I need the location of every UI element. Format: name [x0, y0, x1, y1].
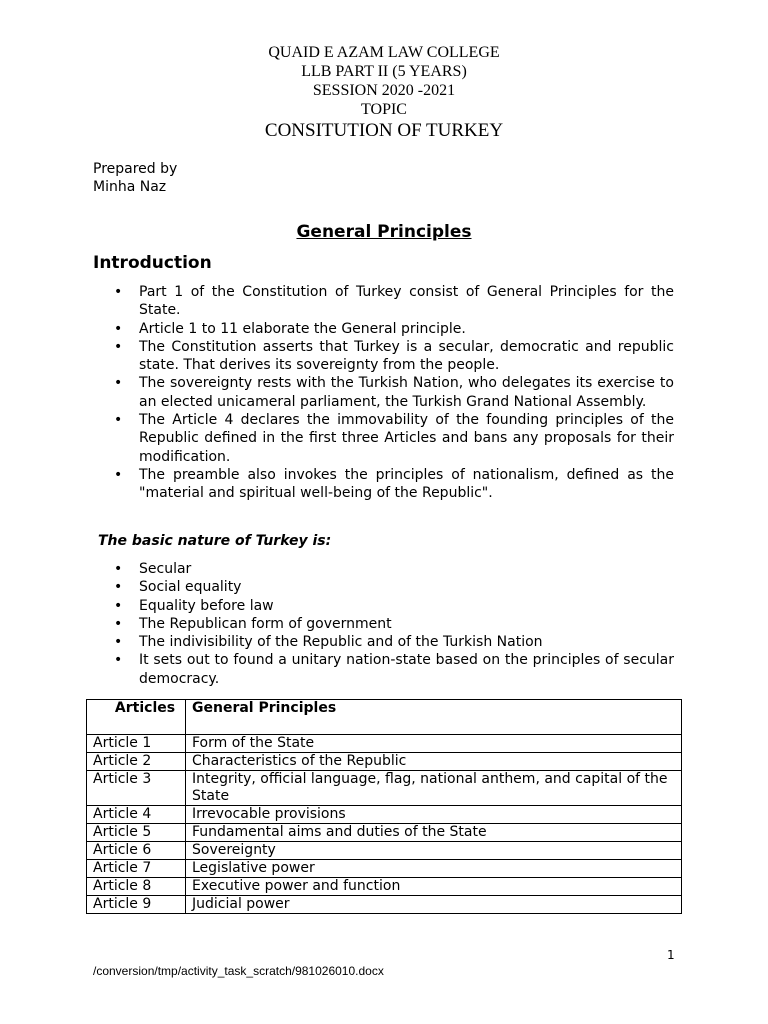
list-item: • Article 1 to 11 elaborate the General principle.: [114, 320, 466, 337]
bullet-icon: •: [114, 466, 123, 483]
college-name: QUAID E AZAM LAW COLLEGE: [268, 44, 500, 61]
principle-cell: Form of the State: [186, 735, 682, 753]
author-name: Minha Naz: [93, 179, 167, 195]
article-cell: Article 9: [87, 896, 186, 914]
principle-cell: Executive power and function: [186, 878, 682, 896]
article-cell: Article 8: [87, 878, 186, 896]
table-row: [87, 878, 682, 896]
table-row: [87, 806, 682, 824]
bullet-icon: •: [114, 284, 123, 300]
title-block: [0, 43, 768, 143]
bullet-icon: •: [114, 412, 123, 429]
list-item: • Equality before law: [114, 597, 274, 614]
principle-cell: Characteristics of the Republic: [186, 753, 682, 771]
table-row: [87, 824, 682, 842]
table-row: [87, 771, 682, 806]
bullet-icon: •: [114, 338, 123, 355]
article-cell: Article 1: [87, 735, 186, 753]
article-cell: Article 2: [87, 753, 186, 771]
table-row: [87, 842, 682, 860]
principle-cell: Irrevocable provisions: [186, 806, 682, 824]
bullet-icon: •: [114, 375, 123, 392]
topic-label: TOPIC: [361, 101, 407, 118]
list-item: • The Constitution asserts that Turkey is a secular, democratic and republic state. That derives its sovereignty from the people.: [114, 338, 674, 374]
prepared-by: [93, 160, 177, 196]
list-item: • The Republican form of government: [114, 615, 392, 632]
table-row: [87, 753, 682, 771]
list-item: • Secular: [114, 561, 192, 577]
bullet-icon: •: [114, 652, 123, 669]
section-title: General Principles: [296, 222, 472, 242]
list-item: • Part 1 of the Constitution of Turkey consist of General Principles for the State.: [114, 284, 674, 319]
table-row: [87, 896, 682, 914]
list-item: • The sovereignty rests with the Turkish Nation, who delegates its exercise to an elected unicameral parliament, the Turkish Grand National Assembly.: [114, 375, 674, 410]
bullet-icon: •: [114, 634, 123, 651]
article-cell: Article 6: [87, 842, 186, 860]
principle-cell: Legislative power: [186, 860, 682, 878]
principle-cell: Sovereignty: [186, 842, 682, 860]
basic-nature-list: [93, 560, 674, 688]
article-cell: Article 4: [87, 806, 186, 824]
list-item: • It sets out to found a unitary nation-state based on the principles of secular democracy.: [114, 652, 674, 687]
bullet-icon: •: [114, 320, 123, 337]
principle-cell: Integrity, official language, flag, national anthem, and capital of the State: [186, 771, 682, 806]
introduction-heading: Introduction: [93, 253, 212, 273]
page-number: 1: [667, 948, 675, 962]
table-header-row: [87, 700, 682, 735]
bullet-icon: •: [114, 579, 123, 596]
principle-cell: Judicial power: [186, 896, 682, 914]
list-item: • The Article 4 declares the immovability of the founding principles of the Republic defined in the first three Articles and bans any proposals for their modification.: [114, 412, 674, 465]
topic-title: CONSITUTION OF TURKEY: [264, 120, 504, 141]
bullet-icon: •: [114, 597, 123, 614]
list-item: • Social equality: [114, 579, 242, 596]
article-cell: Article 7: [87, 860, 186, 878]
session: SESSION 2020 -2021: [312, 82, 456, 99]
articles-table: [86, 699, 682, 914]
bullet-icon: •: [114, 561, 123, 577]
table-row: [87, 860, 682, 878]
basic-nature-heading: The basic nature of Turkey is:: [98, 533, 332, 549]
principle-cell: Fundamental aims and duties of the State: [186, 824, 682, 842]
bullet-icon: •: [114, 615, 123, 632]
article-cell: Article 3: [87, 771, 186, 806]
column-header-articles: Articles: [87, 700, 186, 735]
column-header-principles: General Principles: [186, 700, 682, 735]
footer-file-path: /conversion/tmp/activity_task_scratch/981026010.docx: [93, 964, 384, 978]
list-item: • The preamble also invokes the principles of nationalism, defined as the "material and spiritual well-being of the Republic".: [114, 466, 674, 502]
prepared-label: Prepared by: [93, 161, 178, 177]
article-cell: Article 5: [87, 824, 186, 842]
table-row: [87, 735, 682, 753]
program-name: LLB PART II (5 YEARS): [301, 63, 467, 80]
introduction-list: [93, 283, 674, 503]
list-item: • The indivisibility of the Republic and of the Turkish Nation: [114, 634, 543, 651]
